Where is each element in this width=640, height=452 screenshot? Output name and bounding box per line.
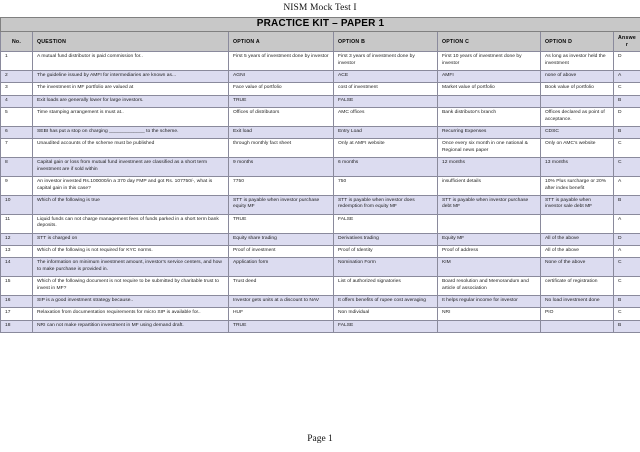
table-row [1, 95, 640, 107]
cell-option-b: AMC offices [334, 108, 438, 127]
cell-question: The information on minimum investment amount, investor's service centers, and how to make purchase is provided in. [33, 258, 229, 277]
cell-number: 13 [1, 245, 33, 257]
cell-option-d: All of the above [541, 233, 614, 245]
cell-option-b: Derivatives trading [334, 233, 438, 245]
cell-option-c: KIM [438, 258, 541, 277]
cell-option-d: CDSC [541, 127, 614, 139]
cell-question: An investor invested Rs.100000/in a 370 day FMP and got Rs. 107750/-, what is capital gain in this case? [33, 177, 229, 196]
cell-option-b: Non Individual [334, 308, 438, 320]
cell-option-b: List of authorized signatories [334, 277, 438, 296]
table-row [1, 258, 640, 277]
cell-option-b: 750 [334, 177, 438, 196]
cell-option-d [541, 95, 614, 107]
cell-option-c: 12 months [438, 158, 541, 177]
cell-option-a: Offices of distributors [229, 108, 334, 127]
table-row [1, 127, 640, 139]
cell-question: SEBI has put a stop on charging _____________ to the scheme. [33, 127, 229, 139]
cell-question: Relaxation from documentation requirements for micro SIP is available for.. [33, 308, 229, 320]
cell-option-d: 13 months [541, 158, 614, 177]
table-row [1, 139, 640, 158]
table-row [1, 83, 640, 95]
cell-option-d: No load investment done [541, 295, 614, 307]
table-body [1, 52, 640, 333]
table-row [1, 52, 640, 71]
cell-option-d: PIO [541, 308, 614, 320]
cell-option-c: STT is payable when investor purchase debt MF [438, 195, 541, 214]
cell-option-d: certificate of registration [541, 277, 614, 296]
cell-option-c: Equity MF [438, 233, 541, 245]
cell-option-d [541, 320, 614, 332]
cell-option-b: FALSE [334, 214, 438, 233]
cell-option-a: 7750 [229, 177, 334, 196]
cell-question: Which of the following document is not require to be submitted by charitable trust to invest in MF? [33, 277, 229, 296]
table-row [1, 71, 640, 83]
cell-option-b: Proof of Identity [334, 245, 438, 257]
cell-question: Which of the following is not required for KYC norms. [33, 245, 229, 257]
cell-option-c: It helps regular income for investor [438, 295, 541, 307]
table-row [1, 158, 640, 177]
cell-number: 15 [1, 277, 33, 296]
cell-option-c: NRI [438, 308, 541, 320]
cell-option-d: Only on AMC's website [541, 139, 614, 158]
cell-number: 16 [1, 295, 33, 307]
cell-option-c [438, 320, 541, 332]
table-row [1, 108, 640, 127]
cell-question: Time stamping arrangement is must at.. [33, 108, 229, 127]
table-row [1, 295, 640, 307]
cell-option-b: Nomination Form [334, 258, 438, 277]
cell-option-c [438, 95, 541, 107]
cell-option-c: Bank distributor's branch [438, 108, 541, 127]
cell-option-a: through monthly fact sheet [229, 139, 334, 158]
cell-option-b: 6 months [334, 158, 438, 177]
cell-number: 2 [1, 71, 33, 83]
table-title-row [1, 18, 640, 32]
cell-number: 6 [1, 127, 33, 139]
cell-option-a: First 5 years of investment done by investor [229, 52, 334, 71]
cell-option-b: Entry Load [334, 127, 438, 139]
column-header-option-c: OPTION C [438, 32, 541, 52]
cell-number: 12 [1, 233, 33, 245]
table-row [1, 245, 640, 257]
cell-question: A mutual fund distributor is paid commission for.. [33, 52, 229, 71]
table-row [1, 195, 640, 214]
cell-option-a: 9 months [229, 158, 334, 177]
cell-number: 4 [1, 95, 33, 107]
cell-option-a: TRUE [229, 95, 334, 107]
cell-option-b: Only at AMFI website [334, 139, 438, 158]
cell-number: 18 [1, 320, 33, 332]
cell-question: STT is charged on [33, 233, 229, 245]
cell-option-a: Application form [229, 258, 334, 277]
table-header-row [1, 32, 640, 52]
cell-option-c: Once every six month in one national & Regional news paper [438, 139, 541, 158]
cell-answer: C [614, 139, 640, 158]
cell-number: 5 [1, 108, 33, 127]
cell-question: The guideline issued by AMFI for intermediaries are known as... [33, 71, 229, 83]
cell-answer: D [614, 233, 640, 245]
cell-answer: B [614, 295, 640, 307]
column-header-question: QUESTION [33, 32, 229, 52]
cell-number: 17 [1, 308, 33, 320]
cell-option-a: TRUE [229, 320, 334, 332]
cell-option-d: Offices declared as point of acceptance. [541, 108, 614, 127]
cell-option-a: TRUE [229, 214, 334, 233]
cell-option-b: FALSE [334, 95, 438, 107]
cell-option-d: As long as investor held the investment [541, 52, 614, 71]
cell-answer: A [614, 245, 640, 257]
cell-answer: B [614, 195, 640, 214]
cell-option-a: Proof of investment [229, 245, 334, 257]
cell-option-c: Proof of address [438, 245, 541, 257]
cell-number: 10 [1, 195, 33, 214]
cell-option-d: 10% Plus surcharge or 20% after index benefit [541, 177, 614, 196]
cell-option-c: Recurring Expenses [438, 127, 541, 139]
cell-answer: A [614, 177, 640, 196]
cell-answer: C [614, 83, 640, 95]
cell-option-d [541, 214, 614, 233]
cell-question: SIP is a good investment strategy because.. [33, 295, 229, 307]
table-row [1, 177, 640, 196]
cell-option-a: AGNI [229, 71, 334, 83]
cell-answer: C [614, 258, 640, 277]
cell-answer: C [614, 308, 640, 320]
cell-answer: D [614, 52, 640, 71]
cell-option-a: Exit load [229, 127, 334, 139]
cell-option-a: Equity share trading [229, 233, 334, 245]
cell-option-d: none of above [541, 71, 614, 83]
cell-option-b: ACE [334, 71, 438, 83]
table-row [1, 308, 640, 320]
cell-option-c: First 10 years of investment done by investor [438, 52, 541, 71]
column-header-option-b: OPTION B [334, 32, 438, 52]
cell-number: 14 [1, 258, 33, 277]
cell-option-a: Investor gets units at a discount to NAV [229, 295, 334, 307]
table-row [1, 277, 640, 296]
cell-option-d: None of the above [541, 258, 614, 277]
column-header-answer: Answer [614, 32, 640, 52]
cell-option-d: STT is payable when investor sale debt MF [541, 195, 614, 214]
cell-question: Liquid funds can not charge management fees of funds parked in a short term bank deposits. [33, 214, 229, 233]
cell-option-c [438, 214, 541, 233]
table-row [1, 233, 640, 245]
cell-number: 8 [1, 158, 33, 177]
cell-question: Capital gain or loss from mutual fund investment are classified as a short term investment are if sold within [33, 158, 229, 177]
cell-option-b: FALSE [334, 320, 438, 332]
cell-number: 7 [1, 139, 33, 158]
cell-option-a: Face value of portfolio [229, 83, 334, 95]
cell-number: 3 [1, 83, 33, 95]
cell-answer: A [614, 71, 640, 83]
cell-option-b: First 3 years of investment done by investor [334, 52, 438, 71]
cell-option-c: insufficient details [438, 177, 541, 196]
practice-kit-table [0, 17, 640, 333]
page-footer: Page 1 [307, 434, 333, 444]
cell-answer: B [614, 127, 640, 139]
column-header-option-d: OPTION D [541, 32, 614, 52]
cell-answer: C [614, 277, 640, 296]
cell-question: Exit loads are generally lower for large investors. [33, 95, 229, 107]
cell-number: 1 [1, 52, 33, 71]
table-row [1, 320, 640, 332]
cell-option-c: Market value of portfolio [438, 83, 541, 95]
cell-question: The investment in MF portfolio are valued at [33, 83, 229, 95]
table-title: PRACTICE KIT – PAPER 1 [1, 18, 640, 32]
cell-option-b: cost of investment [334, 83, 438, 95]
cell-option-d: Book value of portfolio [541, 83, 614, 95]
cell-option-b: STT is payable when investor does redemption from equity MF [334, 195, 438, 214]
cell-option-c: AMFI [438, 71, 541, 83]
cell-answer: B [614, 320, 640, 332]
table-row [1, 214, 640, 233]
cell-answer: D [614, 108, 640, 127]
cell-option-b: It offers benefits of rupee cost averaging [334, 295, 438, 307]
cell-option-a: Trust deed [229, 277, 334, 296]
cell-answer: A [614, 214, 640, 233]
cell-option-a: STT is payable when investor purchase equity MF [229, 195, 334, 214]
cell-option-a: HUF [229, 308, 334, 320]
cell-number: 11 [1, 214, 33, 233]
cell-question: NRI can not make repartition investment in MF using demand draft. [33, 320, 229, 332]
page-title: NISM Mock Test I [283, 3, 357, 13]
cell-number: 9 [1, 177, 33, 196]
cell-question: Which of the following is true [33, 195, 229, 214]
column-header-option-a: OPTION A [229, 32, 334, 52]
cell-question: Unaudited accounts of the scheme must be published [33, 139, 229, 158]
cell-option-d: All of the above [541, 245, 614, 257]
column-header-no: No. [1, 32, 33, 52]
cell-option-c: Board resolution and Memorandum and article of association [438, 277, 541, 296]
cell-answer: C [614, 158, 640, 177]
cell-answer: B [614, 95, 640, 107]
